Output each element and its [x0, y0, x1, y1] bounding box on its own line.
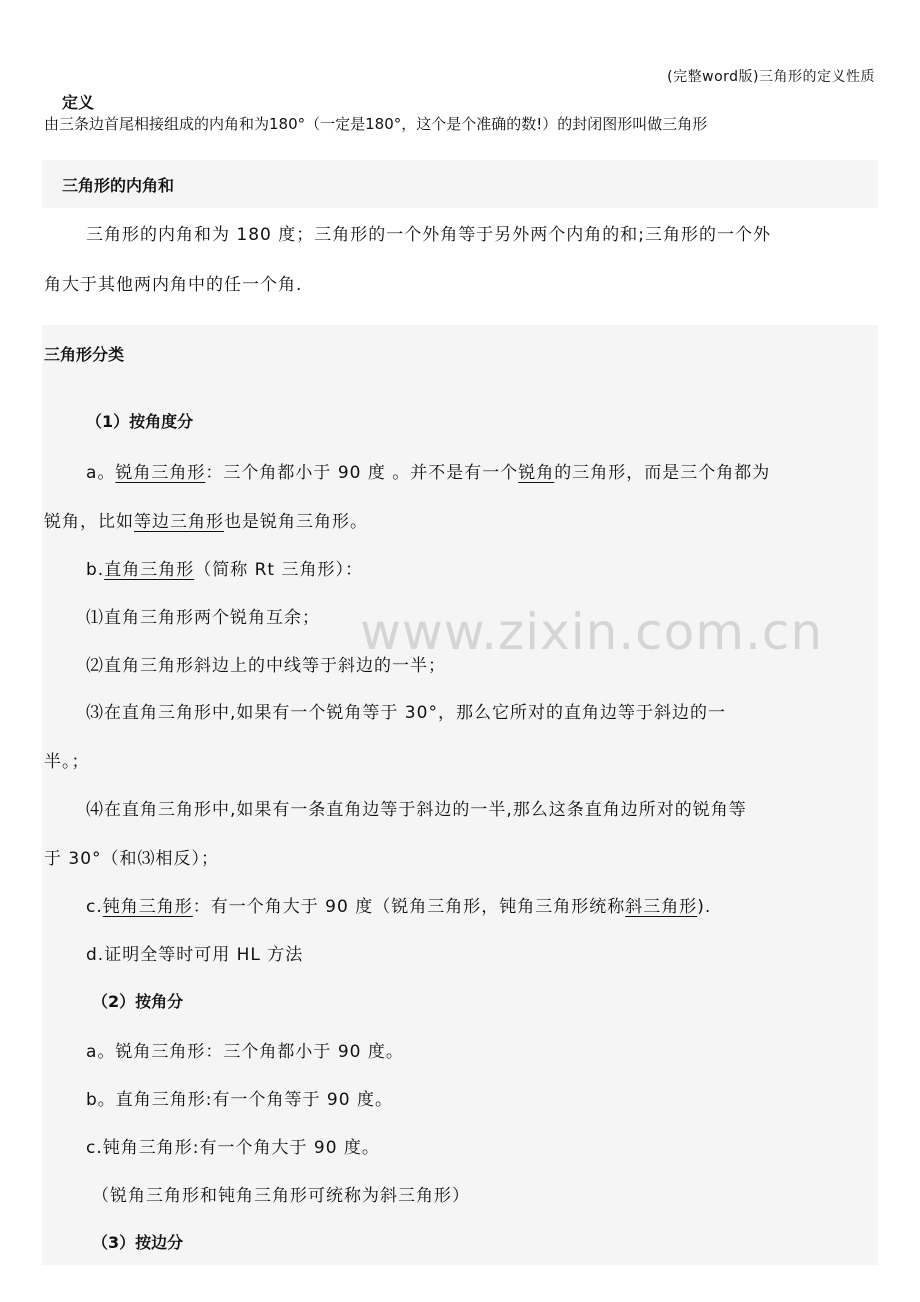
by-angle-obtuse: c.钝角三角形:有一个角大于 90 度。	[86, 1138, 380, 1158]
hl-method-line: d.证明全等时可用 HL 方法	[86, 945, 304, 965]
acute-line-2-prefix: 锐角，比如	[44, 512, 134, 532]
right-property-4-cont: 于 30°（和⑶相反）；	[44, 849, 220, 869]
obtuse-triangle-term[interactable]: 钝角三角形	[102, 897, 193, 917]
acute-description-tail: 的三角形，而是三个角都为	[554, 463, 771, 483]
inner-angle-title: 三角形的内角和	[62, 176, 175, 195]
right-property-1: ⑴直角三角形两个锐角互余；	[86, 608, 320, 628]
obtuse-tail: ).	[697, 897, 712, 917]
definition-text: 由三条边首尾相接组成的内角和为180°（一定是180°，这个是个准确的数!）的封闭图形叫做三角形	[44, 115, 708, 133]
acute-description: ：三个角都小于 90 度 。并不是有一个	[205, 463, 519, 483]
by-side-title: （3）按边分	[92, 1233, 184, 1252]
right-property-3: ⑶在直角三角形中,如果有一个锐角等于 30°，那么它所对的直角边等于斜边的一	[86, 703, 726, 723]
right-property-4: ⑷在直角三角形中,如果有一条直角边等于斜边的一半,那么这条直角边所对的锐角等	[86, 800, 747, 820]
by-angle-acute: a。锐角三角形：三个角都小于 90 度。	[86, 1042, 404, 1062]
by-angle-note: （锐角三角形和钝角三角形可统称为斜三角形）	[92, 1186, 470, 1206]
right-prefix: b.	[86, 560, 105, 580]
obtuse-prefix: c.	[86, 897, 103, 917]
by-angle-right: b。直角三角形:有一个角等于 90 度。	[86, 1090, 393, 1110]
right-triangle-line	[86, 555, 363, 580]
right-property-2: ⑵直角三角形斜边上的中线等于斜边的一半；	[86, 656, 446, 676]
acute-line-2-tail: 也是锐角三角形。	[224, 512, 368, 532]
definition-title: 定义	[62, 93, 95, 112]
right-property-3-cont: 半。；	[44, 752, 90, 772]
acute-prefix: a。	[86, 463, 116, 483]
inner-angle-line-2: 角大于其他两内角中的任一个角.	[44, 275, 303, 295]
by-angle-title: （2）按角分	[92, 992, 184, 1011]
classification-title: 三角形分类	[44, 345, 125, 364]
obtuse-line	[86, 892, 711, 917]
right-triangle-abbrev: （简称 Rt 三角形）：	[194, 560, 363, 580]
acute-triangle-term[interactable]: 锐角三角形	[115, 463, 206, 483]
right-triangle-term[interactable]: 直角三角形	[104, 560, 195, 580]
running-header: (完整word版)三角形的定义性质	[667, 69, 875, 85]
acute-line-1	[86, 458, 770, 483]
oblique-triangle-term[interactable]: 斜三角形	[625, 897, 698, 917]
inner-angle-line-1: 三角形的内角和为 180 度；三角形的一个外角等于另外两个内角的和;三角形的一个外	[86, 225, 771, 245]
obtuse-description: ：有一个角大于 90 度（锐角三角形，钝角三角形统称	[192, 897, 626, 917]
acute-line-2	[44, 507, 368, 532]
by-angle-degree-title: （1）按角度分	[86, 412, 194, 431]
acute-angle-term[interactable]: 锐角	[518, 463, 555, 483]
equilateral-triangle-term[interactable]: 等边三角形	[134, 512, 224, 532]
watermark: www.zixin.com.cn	[360, 603, 824, 661]
